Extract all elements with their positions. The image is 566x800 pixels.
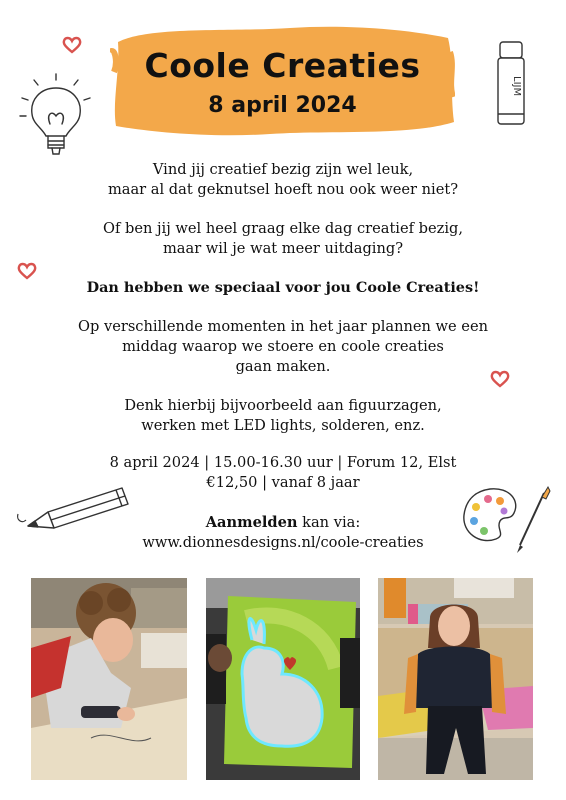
heart-icon bbox=[17, 262, 37, 280]
about-line-1: Op verschillende momenten in het jaar plannen we een bbox=[78, 318, 488, 335]
intro-line-3: Of ben jij wel heel graag elke dag creatief bezig, bbox=[103, 220, 463, 237]
intro-line-1: Vind jij creatief bezig zijn wel leuk, bbox=[152, 161, 414, 178]
examples-line-1: Denk hierbij bijvoorbeeld aan figuurzagen, bbox=[124, 397, 442, 414]
highlight-line: Dan hebben we speciaal voor jou Coole Creaties! bbox=[86, 279, 480, 296]
glue-stick-icon bbox=[494, 40, 530, 126]
event-details-line-1: 8 april 2024 | 15.00-16.30 uur | Forum 12, Elst bbox=[109, 454, 457, 471]
signup-bold: Aanmelden bbox=[205, 514, 298, 531]
photo-led-bunny-artwork bbox=[206, 578, 360, 780]
about-line-3: gaan maken. bbox=[235, 358, 331, 375]
photo-instructor bbox=[378, 578, 533, 780]
paint-palette-icon bbox=[460, 485, 552, 555]
page-title: Coole Creaties bbox=[144, 46, 421, 85]
event-date-heading: 8 april 2024 bbox=[208, 93, 357, 118]
intro-line-4: maar wil je wat meer uitdaging? bbox=[162, 240, 404, 257]
about-line-2: middag waarop we stoere en coole creaties bbox=[122, 338, 444, 355]
intro-line-2: maar al dat geknutsel hoeft nou ook weer niet? bbox=[107, 181, 459, 198]
photo-child-crafting bbox=[31, 578, 187, 780]
heart-icon bbox=[62, 36, 82, 54]
glue-stick-label: LIJM bbox=[511, 76, 522, 97]
signup-rest: kan via: bbox=[297, 514, 361, 531]
pencil-icon bbox=[14, 484, 132, 532]
lightbulb-icon bbox=[16, 70, 96, 162]
examples-line-2: werken met LED lights, solderen, enz. bbox=[141, 417, 425, 434]
event-details-line-2: €12,50 | vanaf 8 jaar bbox=[206, 474, 360, 491]
signup-url[interactable]: www.dionnesdesigns.nl/coole-creaties bbox=[142, 534, 424, 551]
